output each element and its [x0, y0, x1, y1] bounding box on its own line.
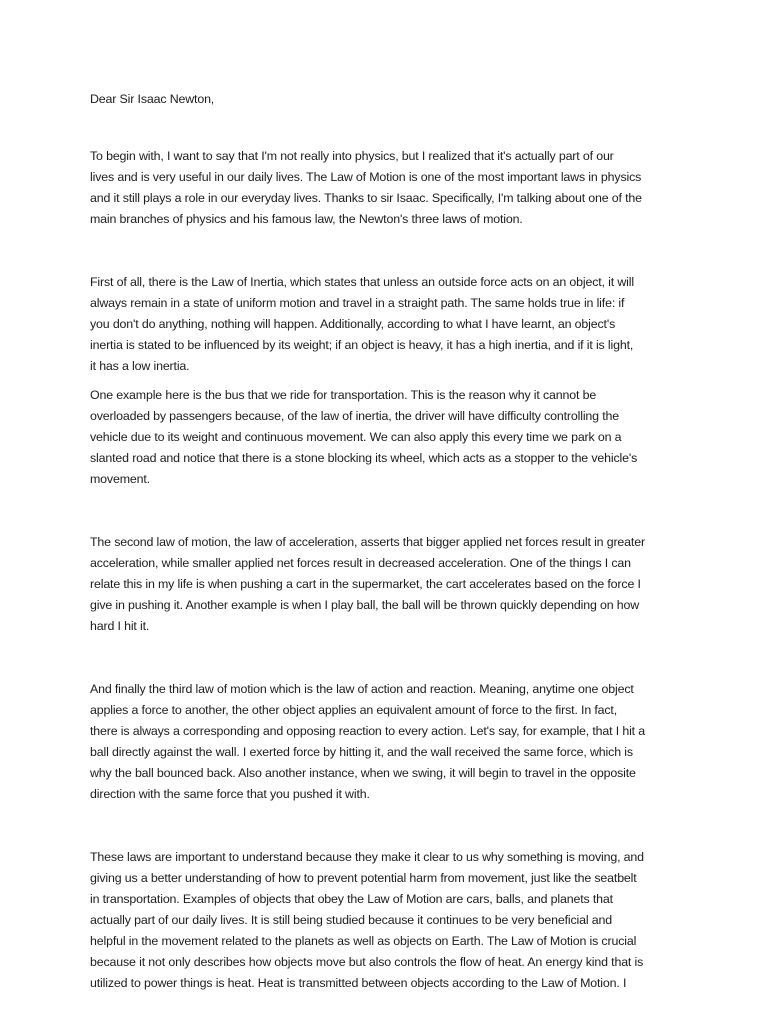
- text-line: in transportation. Examples of objects that obey the Law of Motion are cars, balls, and planets that: [90, 892, 613, 906]
- text-line: always remain in a state of uniform motion and travel in a straight path. The same holds true in life: if: [90, 296, 625, 310]
- text-line: The second law of motion, the law of acceleration, asserts that bigger applied net forces result in greater: [90, 535, 645, 549]
- text-line: applies a force to another, the other object applies an equivalent amount of force to the first. In fact,: [90, 703, 618, 717]
- paragraph-spacer: [90, 230, 682, 272]
- text-line: movement.: [90, 472, 150, 486]
- paragraph-spacer: [90, 490, 682, 532]
- text-line: lives and is very useful in our daily lives. The Law of Motion is one of the most important laws in physics: [90, 170, 642, 184]
- text-line: overloaded by passengers because, of the law of inertia, the driver will have difficulty controlling the: [90, 409, 619, 423]
- text-line: And finally the third law of motion which is the law of action and reaction. Meaning, anytime one object: [90, 682, 634, 696]
- text-line: One example here is the bus that we ride for transportation. This is the reason why it cannot be: [90, 388, 597, 402]
- paragraph-spacer: [90, 377, 682, 385]
- text-line: main branches of physics and his famous law, the Newton's three laws of motion.: [90, 212, 523, 226]
- text-line: direction with the same force that you pushed it with.: [90, 787, 370, 801]
- paragraph-second-law: [90, 532, 682, 637]
- text-line: acceleration, while smaller applied net forces result in decreased acceleration. One of the things I can: [90, 556, 631, 570]
- paragraph-spacer: [90, 805, 682, 847]
- text-line: These laws are important to understand because they make it clear to us why something is moving, and: [90, 850, 644, 864]
- text-line: there is always a corresponding and opposing reaction to every action. Let's say, for example, that I hit a: [90, 724, 645, 738]
- text-line: First of all, there is the Law of Inertia, which states that unless an outside force acts on an object, it will: [90, 275, 634, 289]
- letter-body: [90, 89, 682, 994]
- paragraph-spacer: [90, 637, 682, 679]
- text-line: To begin with, I want to say that I'm not really into physics, but I realized that it's actually part of our: [90, 149, 614, 163]
- paragraph-intro: [90, 146, 682, 230]
- text-line: you don't do anything, nothing will happen. Additionally, according to what I have learnt, an object's: [90, 317, 616, 331]
- paragraph-third-law: [90, 679, 682, 805]
- text-line: give in pushing it. Another example is when I play ball, the ball will be thrown quickly depending on how: [90, 598, 640, 612]
- text-line: hard I hit it.: [90, 619, 150, 633]
- text-line: it has a low inertia.: [90, 359, 190, 373]
- text-line: ball directly against the wall. I exerted force by hitting it, and the wall received the same force, which is: [90, 745, 633, 759]
- text-line: because it not only describes how objects move but also controls the flow of heat. An energy kind that is: [90, 955, 644, 969]
- text-line: and it still plays a role in our everyday lives. Thanks to sir Isaac. Specifically, I'm talking about one of the: [90, 191, 642, 205]
- text-line: helpful in the movement related to the planets as well as objects on Earth. The Law of Motion is crucial: [90, 934, 637, 948]
- text-line: utilized to power things is heat. Heat is transmitted between objects according to the Law of Motion. I: [90, 976, 627, 990]
- text-line: actually part of our daily lives. It is still being studied because it continues to be very beneficial and: [90, 913, 613, 927]
- text-line: slanted road and notice that there is a stone blocking its wheel, which acts as a stopper to the vehicle's: [90, 451, 638, 465]
- text-line: inertia is stated to be influenced by its weight; if an object is heavy, it has a high inertia, and if it is light,: [90, 338, 634, 352]
- text-line: relate this in my life is when pushing a cart in the supermarket, the cart accelerates based on the force I: [90, 577, 641, 591]
- paragraph-bus-example: [90, 385, 682, 490]
- text-line: vehicle due to its weight and continuous movement. We can also apply this every time we park on a: [90, 430, 622, 444]
- paragraph-first-law: [90, 272, 682, 377]
- paragraph-importance: [90, 847, 682, 994]
- letter-salutation: Dear Sir Isaac Newton,: [90, 92, 215, 106]
- text-line: why the ball bounced back. Also another instance, when we swing, it will begin to travel in the opposite: [90, 766, 636, 780]
- text-line: giving us a better understanding of how to prevent potential harm from movement, just like the seatbelt: [90, 871, 637, 885]
